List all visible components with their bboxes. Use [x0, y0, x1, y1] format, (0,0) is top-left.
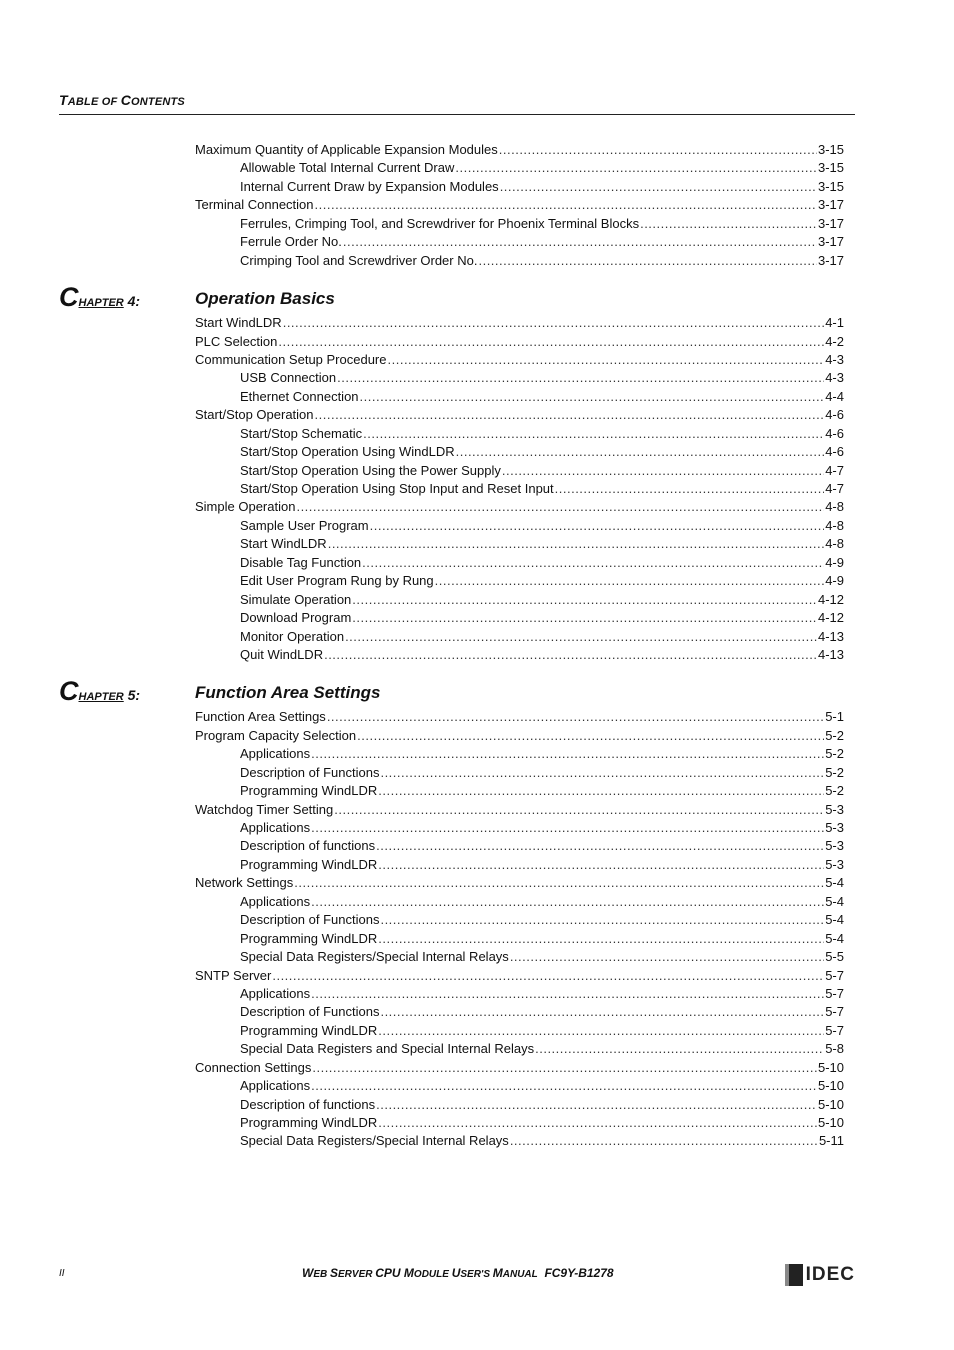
toc-entry-title: Description of Functions [240, 1004, 380, 1020]
header-title: TABLE OF CONTENTS [59, 92, 185, 108]
toc-entry-page: 4-6 [825, 407, 844, 423]
toc-entry-title: Programming WindLDR [240, 1022, 378, 1038]
toc-entry-title: Programming WindLDR [240, 1115, 378, 1130]
toc-entry-title: Start/Stop Operation Using WindLDR [240, 444, 455, 460]
toc-entry-title: Internal Current Draw by Expansion Modules [240, 178, 499, 194]
toc-entry-title: Simple Operation [195, 499, 296, 515]
toc-entry[interactable] [195, 727, 844, 745]
toc-entry-page: 5-7 [825, 985, 844, 1001]
toc-subentry[interactable] [240, 178, 844, 196]
toc-entry[interactable] [195, 406, 844, 424]
dot-leader [456, 443, 825, 461]
dot-leader [343, 233, 817, 251]
toc-entry-title: Allowable Total Internal Current Draw [240, 160, 455, 176]
toc-entry-title: Description of functions [240, 1096, 376, 1112]
toc-subentry[interactable] [240, 591, 844, 609]
dot-leader [296, 498, 824, 516]
dot-leader [380, 911, 824, 929]
toc-entry-title: Disable Tag Function [240, 554, 362, 570]
toc-entry-page: 5-4 [825, 893, 844, 909]
dot-leader [311, 819, 824, 837]
dot-leader [311, 893, 824, 911]
toc-entry-title: Programming WindLDR [240, 930, 378, 946]
toc-entry-page: 5-5 [825, 949, 844, 965]
chapter-heading [0, 673, 954, 711]
toc-entry-page: 4-7 [825, 462, 844, 478]
toc-entry-page: 5-2 [825, 764, 844, 780]
dot-leader [435, 572, 825, 590]
toc-entry-page: 3-17 [817, 197, 844, 213]
dot-leader [315, 406, 825, 424]
toc-subentry[interactable] [240, 233, 844, 251]
toc-subentry[interactable] [240, 443, 844, 461]
toc-entry-page: 5-2 [825, 783, 844, 799]
toc-subentry[interactable] [240, 369, 844, 387]
dot-leader [315, 196, 817, 214]
toc-entry-page: 4-3 [825, 351, 844, 367]
dot-leader [370, 517, 825, 535]
toc-entry-page: 5-10 [817, 1059, 844, 1075]
dot-leader [360, 388, 825, 406]
dot-leader [499, 141, 817, 159]
toc-entry-title: USB Connection [240, 370, 337, 386]
dot-leader [363, 425, 824, 443]
toc-entry-title: PLC Selection [195, 333, 278, 349]
toc-entry-page: 4-12 [817, 610, 844, 626]
dot-leader [327, 708, 824, 726]
toc-entry-title: Special Data Registers/Special Internal Relays [240, 949, 509, 965]
toc-entry-page: 3-17 [817, 215, 844, 231]
toc-entry-page: 5-4 [825, 875, 844, 891]
chapter-label: CHAPTER 5: [59, 676, 141, 707]
toc-entry[interactable] [195, 874, 844, 892]
toc-entry-page: 4-8 [825, 536, 844, 552]
dot-leader [500, 178, 817, 196]
toc-subentry[interactable] [240, 646, 844, 664]
toc-entry-page: 4-7 [825, 481, 844, 496]
toc-entry-page: 5-4 [825, 930, 844, 946]
toc-subentry[interactable] [240, 425, 844, 443]
dot-leader [311, 745, 824, 763]
footer-manual-code: FC9Y-B1278 [544, 1266, 614, 1280]
toc-entry-title: Function Area Settings [195, 709, 326, 725]
toc-subentry[interactable] [240, 1040, 844, 1058]
toc-entry-title: Program Capacity Selection [195, 727, 357, 743]
toc-entry-title: Simulate Operation [240, 591, 352, 607]
toc-subentry[interactable] [240, 535, 844, 553]
toc-entry-title: Download Program [240, 610, 352, 626]
toc-subentry[interactable] [240, 911, 844, 929]
dot-leader [272, 967, 824, 985]
toc-subentry[interactable] [240, 252, 844, 270]
dot-leader [278, 333, 824, 351]
dot-leader [380, 764, 824, 782]
toc-entry-title: Description of functions [240, 838, 376, 854]
dot-leader [388, 351, 825, 369]
toc-subentry[interactable] [240, 948, 844, 966]
toc-entry-page: 5-7 [825, 1004, 844, 1020]
idec-logo-mark-icon [785, 1264, 803, 1286]
toc-entry-page: 4-13 [817, 628, 844, 644]
toc-entry-page: 4-1 [825, 315, 844, 331]
toc-entry-title: Start/Stop Schematic [240, 425, 363, 441]
toc-entry-title: Connection Settings [195, 1059, 312, 1075]
toc-subentry[interactable] [240, 893, 844, 911]
toc-subentry[interactable] [240, 1132, 844, 1150]
toc-subentry[interactable] [240, 572, 844, 590]
dot-leader [378, 1022, 824, 1040]
toc-entry-page: 5-11 [818, 1133, 844, 1149]
dot-leader [478, 252, 817, 270]
toc-entry[interactable] [195, 967, 844, 985]
toc-entry-title: Ferrules, Crimping Tool, and Screwdriver for Phoenix Terminal Blocks [240, 215, 640, 231]
toc-entry-title: Start/Stop Operation [195, 407, 314, 423]
dot-leader [640, 215, 817, 233]
dot-leader [510, 1132, 818, 1150]
toc-entry-title: Special Data Registers/Special Internal Relays [240, 1133, 509, 1149]
toc-subentry[interactable] [240, 1096, 844, 1114]
dot-leader [376, 837, 824, 855]
toc-subentry[interactable] [240, 985, 844, 1003]
toc-entry-title: Terminal Connection [195, 197, 314, 213]
dot-leader [352, 609, 817, 627]
toc-entry-title: Edit User Program Rung by Rung [240, 573, 434, 589]
toc-entry-page: 4-6 [825, 444, 844, 460]
dot-leader [357, 727, 824, 745]
dot-leader [352, 591, 817, 609]
toc-entry-title: SNTP Server [195, 967, 272, 983]
toc-entry-title: Start WindLDR [240, 536, 327, 552]
toc-entry-page: 4-2 [825, 333, 844, 349]
toc-entry-title: Crimping Tool and Screwdriver Order No. [240, 252, 478, 268]
toc-subentry[interactable] [240, 609, 844, 627]
toc-subentry[interactable] [240, 782, 844, 800]
toc-subentry[interactable] [240, 554, 844, 572]
toc-entry-page: 5-3 [825, 838, 844, 854]
dot-leader [378, 1114, 817, 1132]
toc-entry-page: 3-17 [817, 252, 844, 268]
toc-subentry[interactable] [240, 517, 844, 535]
toc-entry-title: Applications [240, 985, 311, 1001]
page-footer [59, 1263, 855, 1289]
toc-entry-title: Start/Stop Operation Using the Power Supply [240, 462, 501, 478]
toc-entry-page: 5-10 [817, 1078, 844, 1094]
dot-leader [337, 369, 824, 387]
toc-entry-title: Ferrule Order No. [240, 234, 342, 250]
toc-entry-page: 5-3 [825, 856, 844, 872]
dot-leader [378, 856, 824, 874]
toc-entry-page: 5-4 [825, 912, 844, 928]
dot-leader [555, 480, 825, 498]
toc-subentry[interactable] [240, 819, 844, 837]
chapter-title[interactable]: Operation Basics [195, 289, 335, 309]
toc-entry-page: 5-8 [825, 1041, 844, 1057]
idec-logo: IDEC [785, 1263, 855, 1287]
toc-subentry[interactable] [240, 856, 844, 874]
toc-entry-page: 5-7 [825, 967, 844, 983]
toc-entry[interactable] [195, 708, 844, 726]
toc-entry-page: 4-8 [825, 499, 844, 515]
toc-subentry[interactable] [240, 159, 844, 177]
toc-entry-title: Start/Stop Operation Using Stop Input and Reset Input [240, 481, 554, 496]
toc-entry-page: 3-15 [817, 142, 844, 157]
chapter-label: CHAPTER 4: [59, 282, 141, 313]
toc-entry-page: 4-6 [825, 425, 844, 441]
toc-entry-page: 5-7 [825, 1022, 844, 1038]
toc-entry-page: 4-3 [825, 370, 844, 386]
dot-leader [535, 1040, 824, 1058]
dot-leader [294, 874, 824, 892]
toc-entry-page: 5-10 [817, 1115, 844, 1130]
toc-entry-page: 4-12 [817, 591, 844, 607]
dot-leader [376, 1096, 817, 1114]
toc-entry-title: Description of Functions [240, 764, 380, 780]
dot-leader [311, 985, 824, 1003]
toc-entry-title: Network Settings [195, 875, 294, 891]
toc-entry-title: Applications [240, 820, 311, 835]
dot-leader [345, 628, 817, 646]
toc-subentry[interactable] [240, 628, 844, 646]
toc-entry[interactable] [195, 333, 844, 351]
toc-subentry[interactable] [240, 215, 844, 233]
toc-entry-title: Programming WindLDR [240, 783, 378, 799]
toc-subentry[interactable] [240, 764, 844, 782]
toc-entry-title: Applications [240, 746, 311, 762]
toc-entry-page: 5-2 [825, 727, 844, 743]
toc-entry-title: Monitor Operation [240, 628, 345, 644]
toc-entry-title: Watchdog Timer Setting [195, 801, 334, 817]
toc-entry-page: 3-17 [817, 234, 844, 250]
toc-entry[interactable] [195, 1059, 844, 1077]
dot-leader [312, 1059, 817, 1077]
toc-entry-title: Applications [240, 1078, 311, 1094]
toc-entry-title: Communication Setup Procedure [195, 351, 387, 367]
toc-entry-page: 5-3 [825, 801, 844, 817]
toc-entry-page: 4-9 [825, 573, 844, 589]
toc-entry[interactable] [195, 141, 844, 159]
toc-subentry[interactable] [240, 837, 844, 855]
dot-leader [380, 1003, 824, 1021]
dot-leader [378, 930, 824, 948]
toc-entry[interactable] [195, 351, 844, 369]
dot-leader [455, 159, 817, 177]
toc-subentry[interactable] [240, 1003, 844, 1021]
toc-entry-page: 5-2 [825, 746, 844, 762]
toc-subentry[interactable] [240, 462, 844, 480]
toc-entry-page: 5-1 [825, 709, 844, 725]
toc-entry[interactable] [195, 314, 844, 332]
dot-leader [328, 535, 825, 553]
toc-entry-title: Start WindLDR [195, 315, 282, 331]
dot-leader [362, 554, 824, 572]
toc-entry-title: Description of Functions [240, 912, 380, 928]
footer-manual-title: WEB SERVER CPU MODULE USER'S MANUAL FC9Y-B1278 [302, 1266, 614, 1280]
toc-entry-title: Special Data Registers and Special Internal Relays [240, 1041, 535, 1057]
toc-entry-page: 4-13 [817, 646, 844, 662]
toc-entry[interactable] [195, 196, 844, 214]
dot-leader [334, 801, 824, 819]
toc-entry-title: Maximum Quantity of Applicable Expansion Modules [195, 142, 498, 157]
toc-entry-title: Sample User Program [240, 517, 369, 533]
toc-entry-page: 4-9 [825, 554, 844, 570]
toc-entry[interactable] [195, 801, 844, 819]
toc-entry-page: 3-15 [817, 178, 844, 194]
toc-entry-page: 3-15 [817, 160, 844, 176]
toc-subentry[interactable] [240, 1114, 844, 1132]
toc-entry-title: Quit WindLDR [240, 646, 324, 662]
dot-leader [311, 1077, 817, 1095]
toc-entry-title: Programming WindLDR [240, 856, 378, 872]
chapter-heading [0, 279, 954, 317]
dot-leader [283, 314, 825, 332]
toc-entry-title: Ethernet Connection [240, 388, 359, 404]
dot-leader [378, 782, 824, 800]
toc-entry-page: 5-10 [817, 1096, 844, 1112]
footer-page-number: II [59, 1268, 65, 1279]
toc-entry-page: 4-4 [825, 388, 844, 404]
toc-entry[interactable] [195, 498, 844, 516]
toc-subentry[interactable] [240, 1022, 844, 1040]
toc-entry-title: Applications [240, 893, 311, 909]
toc-subentry[interactable] [240, 745, 844, 763]
toc-entry-page: 4-8 [825, 517, 844, 533]
toc-entry-page: 5-3 [825, 820, 844, 835]
toc-subentry[interactable] [240, 388, 844, 406]
toc-subentry[interactable] [240, 1077, 844, 1095]
page-header [59, 92, 855, 115]
table-of-contents [0, 141, 954, 1151]
toc-subentry[interactable] [240, 930, 844, 948]
dot-leader [510, 948, 824, 966]
toc-subentry[interactable] [240, 480, 844, 498]
chapter-title[interactable]: Function Area Settings [195, 683, 381, 703]
dot-leader [502, 462, 824, 480]
dot-leader [324, 646, 817, 664]
